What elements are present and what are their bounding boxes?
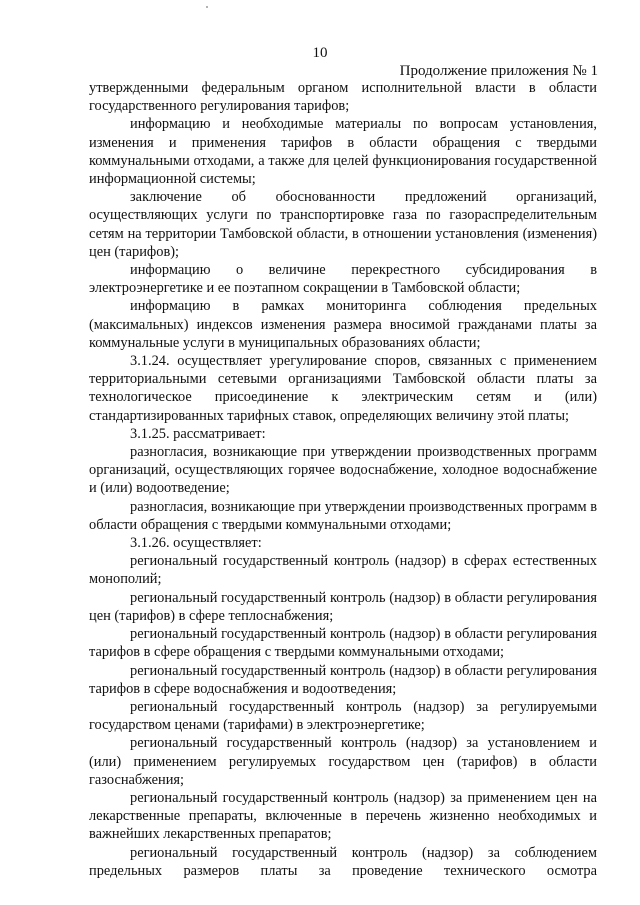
paragraph: заключение об обоснованности предложений организаций, осуществляющих услуги по транспортировке газа по газораспределительным сетям на территории Тамбовской области, в отношении установления (изменения) цен (тарифов);	[89, 189, 597, 260]
paragraph: разногласия, возникающие при утверждении производственных программ организаций, осуществляющих горячее водоснабжение, холодное водоснабжение и (или) водоотведение;	[89, 444, 597, 497]
paragraph: региональный государственный контроль (надзор) в области регулирования тарифов в сфере обращения с твердыми коммунальными отходами;	[89, 626, 597, 661]
paragraph: информацию в рамках мониторинга соблюдения предельных (максимальных) индексов изменения размера вносимой гражданами платы за коммунальные услуги в муниципальных образованиях области;	[89, 298, 597, 351]
paragraph: региональный государственный контроль (надзор) в сферах естественных монополий;	[89, 553, 597, 588]
paragraph: региональный государственный контроль (надзор) за соблюдением предельных размеров платы за проведение технического осмотра	[89, 844, 597, 879]
paragraph: 3.1.25. рассматривает:	[130, 425, 266, 442]
scan-speck	[206, 6, 208, 8]
paragraph: региональный государственный контроль (надзор) за регулируемыми государством ценами (тарифами) в электроэнергетике;	[89, 698, 597, 734]
paragraph: региональный государственный контроль (надзор) за установлением и (или) применением регулируемых государством цен (тарифов) в области газоснабжения;	[89, 735, 597, 788]
paragraph: региональный государственный контроль (надзор) за применением цен на лекарственные препараты, включенные в перечень жизненно необходимых и важнейших лекарственных препаратов;	[89, 789, 597, 843]
paragraph: 3.1.26. осуществляет:	[130, 535, 262, 552]
paragraph: 3.1.24. осуществляет урегулирование споров, связанных с применением территориальными сетевыми организациями Тамбовской области платы за технологическое присоединение к электрическим сетям и (или) стандартизированных тарифных ставок, определяющих величину этой платы;	[89, 353, 597, 424]
page-number: 10	[312, 45, 328, 61]
paragraph: разногласия, возникающие при утверждении производственных программ в области обращения с твердыми коммунальными отходами;	[89, 498, 597, 533]
appendix-continuation-label: Продолжение приложения № 1	[399, 63, 598, 79]
paragraph: региональный государственный контроль (надзор) в области регулирования тарифов в сфере водоснабжения и водоотведения;	[89, 662, 597, 697]
paragraph: информацию и необходимые материалы по вопросам установления, изменения и применения тарифов в области обращения с твердыми коммунальными отходами, а также для целей функционирования государственной информационной системы;	[89, 116, 597, 188]
paragraph: региональный государственный контроль (надзор) в области регулирования цен (тарифов) в сфере теплоснабжения;	[89, 589, 597, 624]
document-body	[89, 79, 597, 880]
paragraph: информацию о величине перекрестного субсидирования в электроэнергетике и ее поэтапном сокращении в Тамбовской области;	[89, 262, 597, 297]
paragraph: утвержденными федеральным органом исполнительной власти в области государственного регулирования тарифов;	[89, 80, 597, 115]
